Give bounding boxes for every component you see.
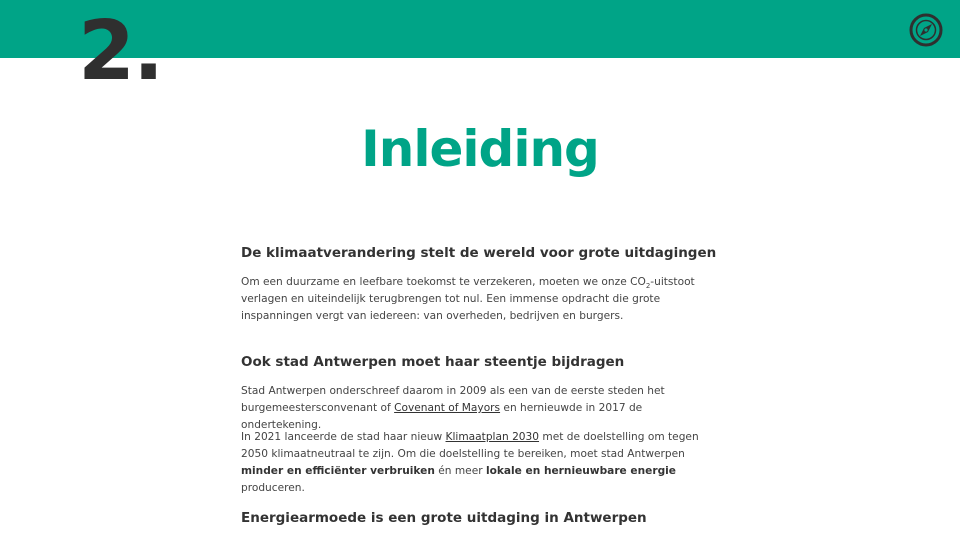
covenant-of-mayors-link[interactable]: Covenant of Mayors xyxy=(394,402,501,414)
page-title: Inleiding xyxy=(361,120,599,178)
paragraph-klimaatplan xyxy=(241,429,719,497)
chapter-number: 2. xyxy=(78,4,163,99)
section-heading-climate: De klimaatverandering stelt de wereld voor grote uitdagingen xyxy=(241,245,717,261)
paragraph-covenant xyxy=(241,383,719,434)
section-heading-antwerp: Ook stad Antwerpen moet haar steentje bijdragen xyxy=(241,354,625,370)
klimaatplan-2030-link[interactable]: Klimaatplan 2030 xyxy=(445,431,540,443)
paragraph-text: en hernieuwde in 2017 de ondertekening. xyxy=(241,402,643,431)
paragraph-text: -uitstoot verlagen en uiteindelijk terugbrengen tot nul. Een immense opdracht die grote inspanningen vergt van iedereen: van overheden, bedrijven en burgers. xyxy=(241,276,695,322)
bold-text: lokale en hernieuwbare energie xyxy=(485,465,676,477)
paragraph-text: Om een duurzame en leefbare toekomst te verzekeren, moeten we onze CO xyxy=(241,276,646,288)
compass-button[interactable] xyxy=(908,12,944,48)
paragraph-climate xyxy=(241,274,719,325)
paragraph-text: met de doelstelling om tegen 2050 klimaatneutraal te zijn. Om die doelstelling te bereiken, moet stad Antwerpen xyxy=(241,431,699,460)
bold-text: minder en efficiënter verbruiken xyxy=(241,465,435,477)
paragraph-text: In 2021 lanceerde de stad haar nieuw xyxy=(241,431,446,443)
paragraph-text: produceren. xyxy=(241,482,305,494)
paragraph-text: én meer xyxy=(434,465,486,477)
subscript-text: 2 xyxy=(645,282,651,291)
section-heading-energy-poverty: Energiearmoede is een grote uitdaging in Antwerpen xyxy=(241,510,647,526)
paragraph-text: Stad Antwerpen onderschreef daarom in 2009 als een van de eerste steden het burgemeestersconvenant of xyxy=(241,385,665,414)
compass-icon xyxy=(908,12,944,48)
